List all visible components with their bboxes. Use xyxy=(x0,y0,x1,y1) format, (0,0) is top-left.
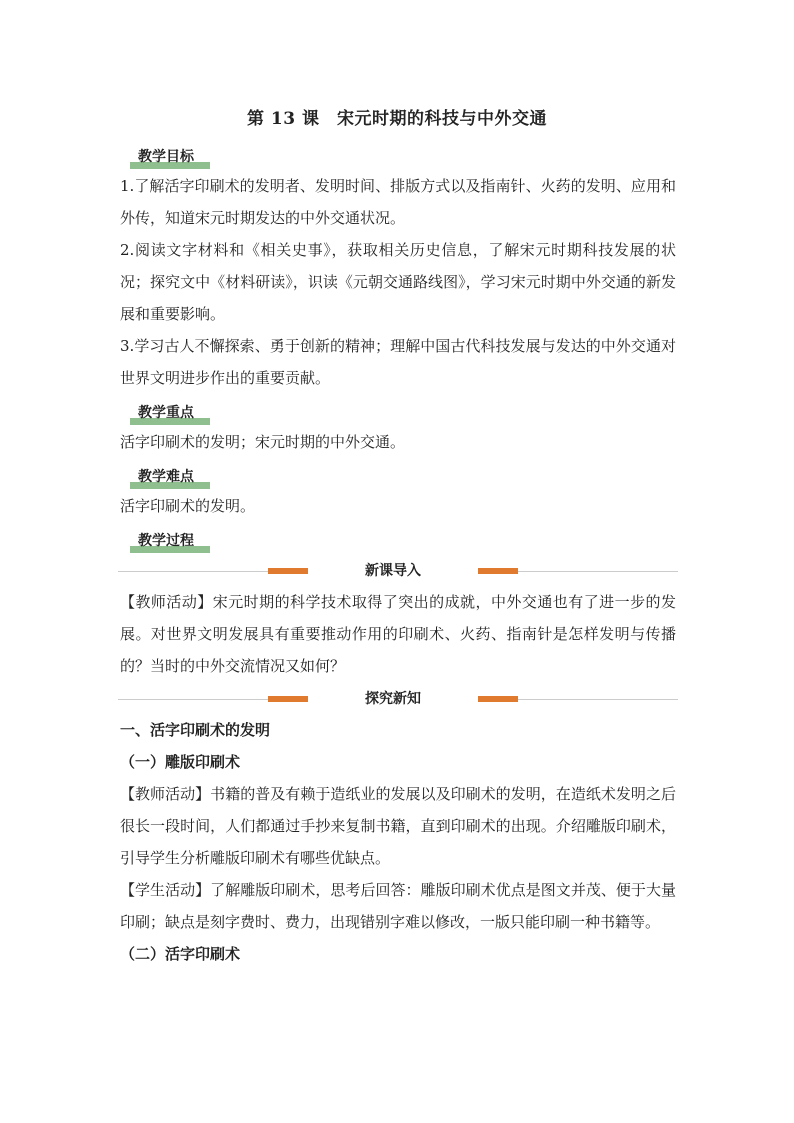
difficulties-text: 活字印刷术的发明。 xyxy=(120,497,256,515)
goal-item: 2.阅读文字材料和《相关史事》，获取相关历史信息，了解宋元时期科技发展的状况；探究文中《材料研读》，识读《元朝交通路线图》，学习宋元时期中外交通的新发展和重要影响。 xyxy=(120,241,676,323)
document-body xyxy=(120,146,676,970)
section-label-difficulties: 教学难点 xyxy=(132,466,206,490)
student-activity-text: 【学生活动】了解雕版印刷术，思考后回答：雕版印刷术优点是图文并茂、便于大量印刷；缺点是刻字费时、费力，出现错别字难以修改，一版只能印刷一种书籍等。 xyxy=(120,881,676,931)
section-label-goals: 教学目标 xyxy=(132,146,206,170)
divider-accent-left xyxy=(268,568,308,574)
divider-accent-right xyxy=(478,568,518,574)
divider-explore xyxy=(118,684,678,714)
teacher-activity-text: 【教师活动】书籍的普及有赖于造纸业的发展以及印刷术的发明，在造纸术发明之后很长一段时间，人们都通过手抄来复制书籍，直到印刷术的出现。介绍雕版印刷术，引导学生分析雕版印刷术有哪些优缺点。 xyxy=(120,785,676,867)
subheading-movable-type: （二）活字印刷术 xyxy=(120,945,241,963)
divider-intro xyxy=(118,556,678,586)
intro-text: 【教师活动】宋元时期的科学技术取得了突出的成就，中外交通也有了进一步的发展。对世界文明发展具有重要推动作用的印刷术、火药、指南针是怎样发明与传播的？当时的中外交流情况又如何？ xyxy=(120,593,676,675)
section-label-process: 教学过程 xyxy=(132,530,206,554)
goal-item: 1.了解活字印刷术的发明者、发明时间、排版方式以及指南针、火药的发明、应用和外传，知道宋元时期发达的中外交通状况。 xyxy=(120,177,676,227)
subheading-woodblock: （一）雕版印刷术 xyxy=(120,753,241,771)
heading-movable-type: 一、活字印刷术的发明 xyxy=(120,721,271,739)
key-points-text: 活字印刷术的发明；宋元时期的中外交通。 xyxy=(120,433,406,451)
divider-accent-left xyxy=(268,696,308,702)
divider-label: 探究新知 xyxy=(308,689,478,709)
divider-label: 新课导入 xyxy=(308,561,478,581)
goal-item: 3.学习古人不懈探索、勇于创新的精神；理解中国古代科技发展与发达的中外交通对世界文明进步作出的重要贡献。 xyxy=(120,337,676,387)
lesson-title: 第 13 课 宋元时期的科技与中外交通 xyxy=(247,109,547,129)
divider-accent-right xyxy=(478,696,518,702)
section-label-key-points: 教学重点 xyxy=(132,402,206,426)
